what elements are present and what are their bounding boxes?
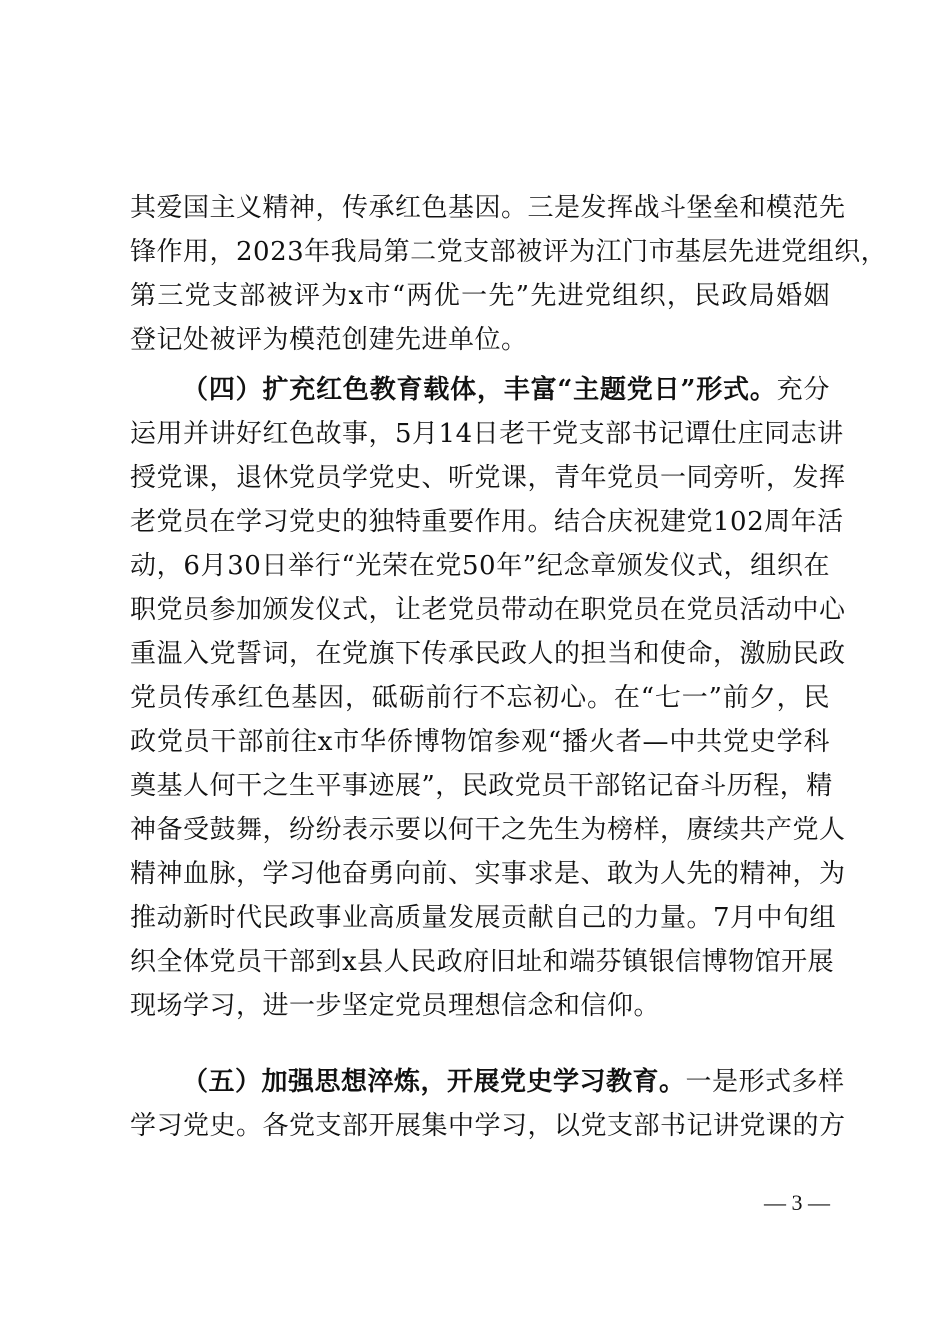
paragraph-line: 重温入党誓词，在党旗下传承民政人的担当和使命，激励民政 xyxy=(130,639,846,669)
paragraph-line: 学习党史。各党支部开展集中学习，以党支部书记讲党课的方 xyxy=(130,1111,846,1141)
paragraph-line: 授党课，退休党员学党史、听党课，青年党员一同旁听，发挥 xyxy=(130,463,846,493)
paragraph-line: 现场学习，进一步坚定党员理想信念和信仰。 xyxy=(130,991,661,1021)
paragraph-line: 职党员参加颁发仪式，让老党员带动在职党员在党员活动中心 xyxy=(130,595,846,625)
section-5-heading: （五）加强思想淬炼，开展党史学习教育。 xyxy=(182,1067,686,1097)
paragraph-line: 运用并讲好红色故事，5月14日老干党支部书记谭仕庄同志讲 xyxy=(130,419,844,449)
paragraph-line: 奠基人何干之生平事迹展”，民政党员干部铭记奋斗历程，精 xyxy=(130,771,833,801)
section-5-lead-text: 一是形式多样 xyxy=(685,1067,845,1097)
paragraph-line: 精神血脉，学习他奋勇向前、实事求是、敢为人先的精神，为 xyxy=(130,859,846,889)
paragraph-line: 老党员在学习党史的独特重要作用。结合庆祝建党102周年活 xyxy=(130,507,844,537)
paragraph-line: 锋作用，2023年我局第二党支部被评为江门市基层先进党组织， xyxy=(130,237,888,267)
paragraph-line: 第三党支部被评为x市“两优一先”先进党组织，民政局婚姻 xyxy=(130,281,830,311)
paragraph-line: 政党员干部前往x市华侨博物馆参观“播火者—中共党史学科 xyxy=(130,727,830,757)
page-number: — 3 — xyxy=(764,1190,830,1215)
paragraph-line: 党员传承红色基因，砥砺前行不忘初心。在“七一”前夕，民 xyxy=(130,683,830,713)
paragraph-line: 织全体党员干部到x县人民政府旧址和端芬镇银信博物馆开展 xyxy=(130,947,835,977)
section-4-first-line xyxy=(182,368,830,412)
paragraph-line: 动，6月30日举行“光荣在党50年”纪念章颁发仪式，组织在 xyxy=(130,551,830,581)
paragraph-line: 神备受鼓舞，纷纷表示要以何干之先生为榜样，赓续共产党人 xyxy=(130,815,846,845)
section-4-lead-text: 充分 xyxy=(776,375,830,405)
paragraph-line: 登记处被评为模范创建先进单位。 xyxy=(130,325,528,355)
paragraph-line: 其爱国主义精神，传承红色基因。三是发挥战斗堡垒和模范先 xyxy=(130,193,846,223)
paragraph-line: 推动新时代民政事业高质量发展贡献自己的力量。7月中旬组 xyxy=(130,903,837,933)
section-5-first-line xyxy=(182,1060,845,1104)
section-4-heading: （四）扩充红色教育载体，丰富“主题党日”形式。 xyxy=(182,375,777,405)
